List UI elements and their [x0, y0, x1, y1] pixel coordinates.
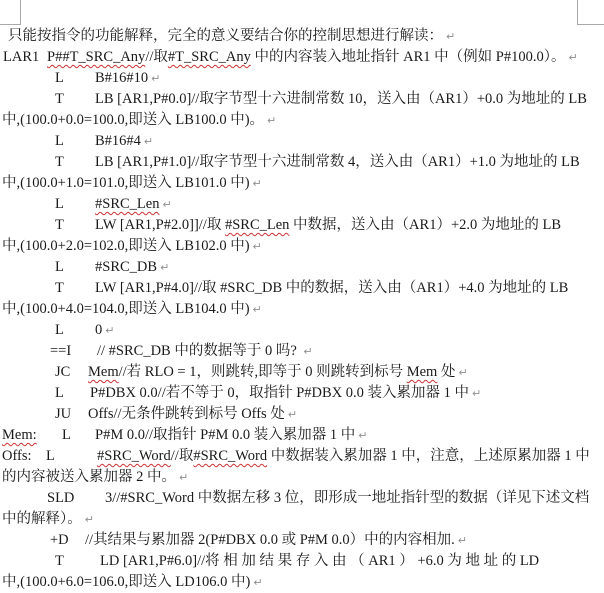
text-run: L: [46, 448, 55, 464]
text-part: [55, 551, 64, 572]
text-run: 3//#SRC_Word 中数据左移 3 位，即形成一地址指针型的数据（详见下述文档: [105, 490, 590, 506]
text-part: [55, 383, 64, 404]
text-run: 中,(100.0+1.0=101.0,即送入 LB101.0 中): [2, 175, 250, 191]
text-part: [3, 47, 39, 68]
text-run: L: [55, 385, 64, 401]
text-run: L: [55, 133, 64, 149]
text-run: LD [AR1,P#6.0]//将 相 加 结 果 存 入 由 （ AR1 ） +6.0 为 地 址 的 LD: [100, 553, 540, 569]
text-run: 中,(100.0+6.0=106.0,即送入 LD106.0 中): [2, 574, 251, 590]
text-part: [55, 215, 64, 236]
text-part: [2, 446, 32, 467]
paragraph-mark-icon: ↵: [267, 114, 277, 127]
text-run: T: [55, 280, 64, 296]
text-line: [0, 299, 604, 320]
text-run: L: [55, 196, 64, 212]
text-part: [2, 509, 94, 530]
text-part: [62, 425, 71, 446]
text-line: [0, 551, 604, 572]
paragraph-mark-icon: ↵: [253, 576, 263, 589]
text-part: [55, 404, 71, 425]
text-part: [55, 257, 64, 278]
text-part: [55, 320, 64, 341]
paragraph-mark-icon: ↵: [458, 366, 468, 379]
text-line: [0, 257, 604, 278]
text-run: //若 RLO = 1，则跳转,即等于 0 则跳转到标号: [118, 364, 407, 380]
text-line: [0, 110, 604, 131]
text-line: [0, 26, 604, 47]
text-part: [88, 362, 468, 383]
text-part: [2, 236, 262, 257]
paragraph-mark-icon: ↵: [162, 198, 172, 211]
text-run: L: [55, 259, 64, 275]
text-run: T: [55, 154, 64, 170]
text-part: [95, 68, 160, 89]
text-part: [95, 131, 153, 152]
text-run: LB [AR1,P#0.0]//取字节型十六进制常数 10，送入由（AR1）+0.0 为地址的 LB: [95, 91, 587, 107]
text-part: [55, 362, 70, 383]
text-part: [97, 446, 590, 467]
text-part: [95, 215, 561, 236]
text-run: T: [55, 553, 64, 569]
spellcheck-flagged-text: #SRC_Len: [95, 196, 160, 212]
text-line: [0, 278, 604, 299]
text-part: [47, 488, 74, 509]
text-part: [2, 173, 262, 194]
text-run: LAR1: [3, 49, 40, 65]
text-run: //取: [145, 49, 168, 65]
text-run: Offs:: [2, 448, 32, 464]
text-line: [0, 47, 604, 68]
spellcheck-flagged-text: #SRC_Word: [97, 448, 171, 464]
spellcheck-flagged-text: #T_SRC_Any: [167, 49, 251, 65]
paragraph-mark-icon: ↵: [358, 429, 368, 442]
text-run: T: [55, 217, 64, 233]
paragraph-mark-icon: ↵: [472, 387, 482, 400]
paragraph-mark-icon: ↵: [252, 177, 262, 190]
text-run: 中的解释）。: [2, 511, 82, 527]
text-part: [95, 152, 580, 173]
text-line: [0, 236, 604, 257]
text-part: [55, 152, 64, 173]
text-run: 0: [95, 322, 103, 338]
text-part: [46, 446, 55, 467]
text-run: 中的内容装入地址指针 AR1 中（例如 P#100.0）。: [250, 49, 566, 65]
text-line: [0, 194, 604, 215]
text-part: [55, 131, 64, 152]
text-part: [55, 68, 64, 89]
text-part: [2, 110, 276, 131]
paragraph-mark-icon: ↵: [568, 51, 578, 64]
text-part: [95, 425, 367, 446]
text-line: [0, 131, 604, 152]
text-part: [90, 383, 481, 404]
spellcheck-flagged-text: Mem:: [2, 427, 37, 443]
text-part: [8, 26, 455, 47]
text-run: SLD: [47, 490, 75, 506]
document-text-area[interactable]: [0, 26, 604, 593]
text-line: [0, 341, 604, 362]
text-line: [0, 404, 604, 425]
text-part: [105, 488, 589, 509]
text-line: [0, 467, 604, 488]
text-run: P#M 0.0//取指针 P#M 0.0 装入累加器 1 中: [95, 427, 356, 443]
spellcheck-flagged-text: Mem: [88, 364, 119, 380]
text-run: ==I: [50, 343, 72, 359]
text-run: L: [55, 70, 64, 86]
text-part: [100, 551, 539, 572]
paragraph-mark-icon: ↵: [457, 534, 467, 547]
text-run: L: [62, 427, 71, 443]
spellcheck-flagged-text: #SRC_Word: [193, 448, 268, 464]
text-part: [85, 530, 467, 551]
text-part: [50, 341, 71, 362]
crop-mark-top-right-vertical: [577, 0, 578, 24]
paragraph-mark-icon: ↵: [287, 408, 298, 421]
text-run: 只能按指令的功能解释，完全的意义要结合你的控制思想进行解读：: [8, 28, 443, 44]
text-run: 中数据装入累加器 1 中，注意，上述原累加器 1 中: [267, 448, 590, 464]
crop-mark-top-left-horizontal: [0, 24, 21, 25]
text-run: 中,(100.0+4.0=104.0,即送入 LB104.0 中): [2, 301, 250, 317]
text-line: [0, 488, 604, 509]
text-line: [0, 425, 604, 446]
paragraph-mark-icon: ↵: [252, 240, 262, 253]
text-line: [0, 215, 604, 236]
text-part: [95, 89, 587, 110]
text-run: JC: [55, 364, 71, 380]
text-run: B#16#4: [95, 133, 141, 149]
text-part: [47, 47, 578, 68]
spellcheck-flagged-text: #SRC_Len: [224, 217, 290, 233]
paragraph-mark-icon: ↵: [105, 324, 115, 337]
paragraph-mark-icon: ↵: [252, 303, 262, 316]
text-run: LB [AR1,P#1.0]//取字节型十六进制常数 4，送入由（AR1）+1.0 为地址的 LB: [95, 154, 580, 170]
paragraph-mark-icon: ↵: [84, 513, 94, 526]
text-run: 中,(100.0+2.0=102.0,即送入 LB102.0 中): [2, 238, 250, 254]
text-part: [97, 341, 313, 362]
text-line: [0, 362, 604, 383]
text-part: [2, 299, 262, 320]
text-run: //取: [170, 448, 194, 464]
text-line: [0, 530, 604, 551]
text-run: +D: [50, 532, 69, 548]
text-run: L: [55, 322, 64, 338]
text-line: [0, 173, 604, 194]
text-run: #SRC_DB: [95, 259, 158, 275]
text-run: B#16#10: [95, 70, 149, 86]
text-line: [0, 152, 604, 173]
text-line: [0, 89, 604, 110]
spellcheck-flagged-text: Mem: [406, 364, 438, 380]
text-run: LW [AR1,P#4.0]//取 #SRC_DB 中的数据，送入由（AR1）+4.0 为地址的 LB: [95, 280, 569, 296]
text-run: JU: [55, 406, 72, 422]
text-run: // #SRC_DB 中的数据等于 0 吗?: [97, 343, 301, 359]
text-part: [95, 194, 172, 215]
paragraph-mark-icon: ↵: [179, 471, 189, 484]
paragraph-mark-icon: ↵: [143, 135, 154, 148]
text-part: [55, 278, 64, 299]
text-part: [2, 425, 37, 446]
text-run: Offs//无条件跳转到标号 Offs 处: [88, 406, 285, 422]
paragraph-mark-icon: ↵: [446, 30, 456, 43]
text-line: [0, 509, 604, 530]
text-run: T: [55, 91, 64, 107]
text-part: [50, 530, 69, 551]
text-run: 处: [437, 364, 456, 380]
text-part: [55, 194, 64, 215]
text-part: [55, 89, 64, 110]
paragraph-mark-icon: ↵: [303, 345, 313, 358]
text-run: 的内容被送入累加器 2 中。: [2, 469, 176, 485]
text-run: LW [AR1,P#2.0]]//取: [95, 217, 225, 233]
paragraph-mark-icon: ↵: [160, 261, 170, 274]
text-part: [95, 278, 568, 299]
text-part: [2, 467, 188, 488]
paragraph-mark-icon: ↵: [151, 72, 161, 85]
text-run: 中,(100.0+0.0=100.0,即送入 LB100.0 中)。: [2, 112, 265, 128]
text-part: [95, 257, 169, 278]
text-line: [0, 320, 604, 341]
crop-mark-top-left-vertical: [20, 0, 21, 24]
spellcheck-flagged-text: P##T_SRC_Any: [47, 49, 146, 65]
text-line: [0, 383, 604, 404]
crop-mark-top-right-horizontal: [577, 24, 604, 25]
text-part: [95, 320, 114, 341]
text-run: //其结果与累加器 2(P#DBX 0.0 或 P#M 0.0）中的内容相加.: [85, 532, 455, 548]
text-run: P#DBX 0.0//若不等于 0，取指针 P#DBX 0.0 装入累加器 1 中: [90, 385, 470, 401]
text-line: [0, 446, 604, 467]
text-run: 中数据，送入由（AR1）+2.0 为地址的 LB: [289, 217, 562, 233]
text-line: [0, 68, 604, 89]
text-part: [88, 404, 297, 425]
